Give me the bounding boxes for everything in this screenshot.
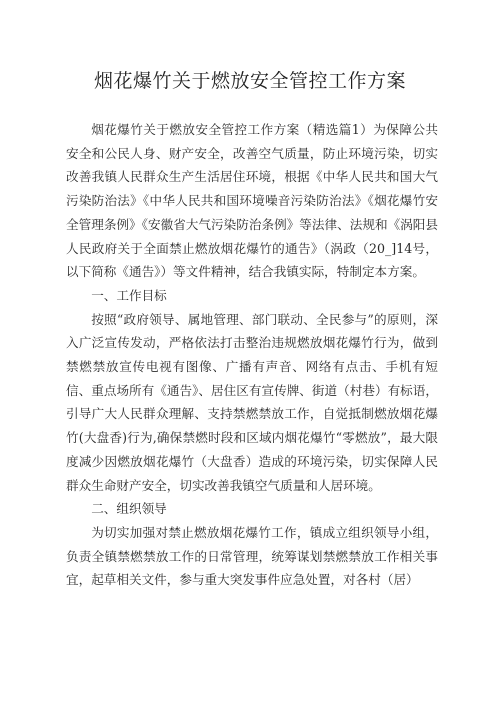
intro-paragraph: 烟花爆竹关于燃放安全管控工作方案（精选篇1）为保障公共安全和公民人身、财产安全，改善空气质量，防止环境污染，切实改善我镇人民群众生产生活居住环境，根据《中华人民共和国大气污染防治法》《中华人民共和国环境噪音污染防治法》《烟花爆竹安全管理条例》《安徽省大气污染防治条例》等法律、法规和《涡阳县人民政府关于全面禁止燃放烟花爆竹的通告》（涡政（20_]14号，以下简称《通告》）等文件精神，结合我镇实际，特制定本方案。	[66, 122, 438, 280]
goals-paragraph: 按照“政府领导、属地管理、部门联动、全民参与”的原则，深入广泛宣传发动，严格依法打击整治违规燃放烟花爆竹行为，做到禁燃禁放宣传电视有图像、广播有声音、网络有点击、手机有短信、重点场所有《通告》、居住区有宣传牌、街道（村巷）有标语，引导广大人民群众理解、支持禁燃禁放工作，自觉抵制燃放烟花爆竹(大盘香)行为,确保禁燃时段和区域内烟花爆竹“零燃放”，最大限度减少因燃放烟花爆竹（大盘香）造成的环境污染，切实保障人民群众生命财产安全，切实改善我镇空气质量和人居环境。	[66, 311, 438, 493]
document-title: 烟花爆竹关于燃放安全管控工作方案	[93, 70, 406, 92]
document-body	[66, 118, 438, 592]
section-heading-goals: 一、工作目标	[91, 287, 167, 303]
leadership-paragraph: 为切实加强对禁止燃放烟花爆竹工作，镇成立组织领导小组，负责全镇禁燃禁放工作的日常管理，统筹谋划禁燃禁放工作相关事宜，起草相关文件，参与重大突发事件应急处置，对各村（居）	[66, 524, 438, 588]
section-heading-leadership: 二、组织领导	[91, 501, 167, 517]
